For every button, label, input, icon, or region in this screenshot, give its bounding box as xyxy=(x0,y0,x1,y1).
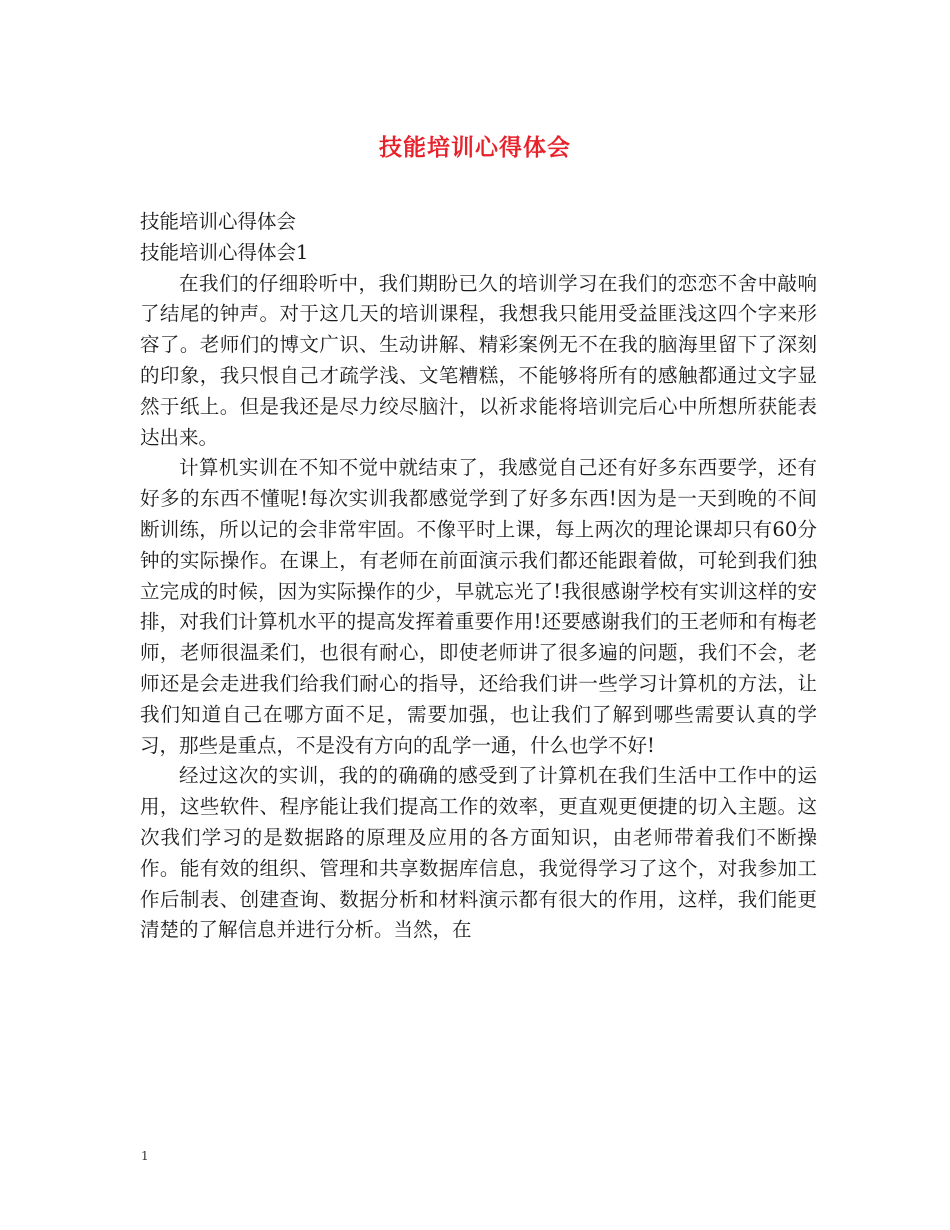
page-number: 1 xyxy=(141,1149,149,1163)
paragraph-2: 计算机实训在不知不觉中就结束了，我感觉自己还有好多东西要学，还有好多的东西不懂呢!每次实训我都感觉学到了好多东西!因为是一天到晚的不间断训练，所以记的会非常牢固。不像平时上课，每上两次的理论课却只有60分钟的实际操作。在课上，有老师在前面演示我们都还能跟着做，可轮到我们独立完成的时候，因为实际操作的少，早就忘光了!我很感谢学校有实训这样的安排，对我们计算机水平的提高发挥着重要作用!还要感谢我们的王老师和有梅老师，老师很温柔们，也很有耐心，即使老师讲了很多遍的问题，我们不会，老师还是会走进我们给我们耐心的指导，还给我们讲一些学习计算机的方法，让我们知道自己在哪方面不足，需要加强，也让我们了解到哪些需要认真的学习，那些是重点，不是没有方向的乱学一通，什么也学不好! xyxy=(140,456,817,757)
paragraph-3: 经过这次的实训，我的的确确的感受到了计算机在我们生活中工作中的运用，这些软件、程序能让我们提高工作的效率，更直观更便捷的切入主题。这次我们学习的是数据路的原理及应用的各方面知识，由老师带着我们不断操作。能有效的组织、管理和共享数据库信息，我觉得学习了这个，对我参加工作后制表、创建查询、数据分析和材料演示都有很大的作用，这样，我们能更清楚的了解信息并进行分析。当然，在 xyxy=(140,764,817,942)
document-body xyxy=(140,207,817,946)
paragraph-1: 在我们的仔细聆听中，我们期盼已久的培训学习在我们的恋恋不舍中敲响了结尾的钟声。对于这几天的培训课程，我想我只能用受益匪浅这四个字来形容了。老师们的博文广识、生动讲解、精彩案例无不在我的脑海里留下了深刻的印象，我只恨自己才疏学浅、文笔糟糕，不能够将所有的感触都通过文字显然于纸上。但是我还是尽力绞尽脑汁，以祈求能将培训完后心中所想所获能表达出来。 xyxy=(140,271,817,449)
document-title: 技能培训心得体会 xyxy=(379,134,571,161)
section-heading: 技能培训心得体会1 xyxy=(140,240,309,264)
document-subtitle: 技能培训心得体会 xyxy=(140,210,297,233)
